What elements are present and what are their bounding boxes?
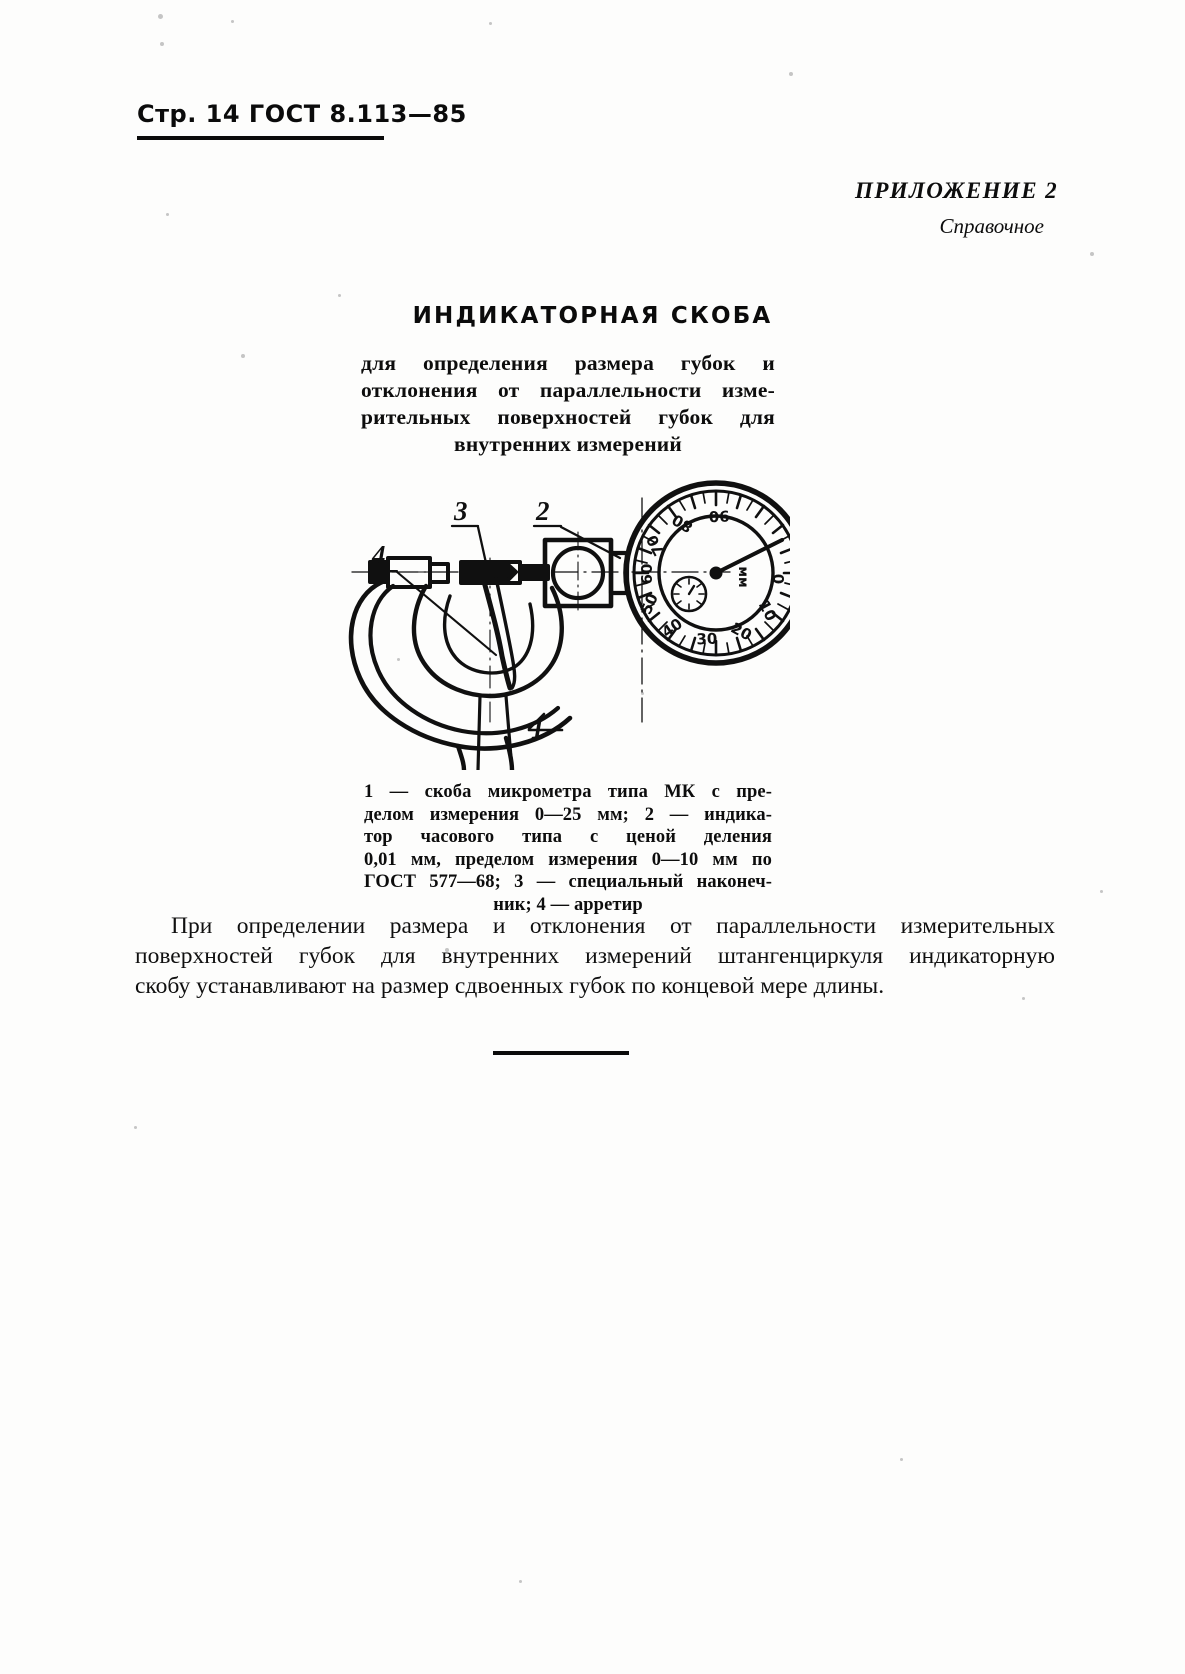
scan-speck [489,22,492,25]
scan-speck [158,14,163,19]
svg-text:0: 0 [769,573,787,585]
frame-stem-inner-left [478,696,480,770]
svg-text:10: 10 [754,597,781,625]
appendix-block [855,178,1058,239]
body-paragraph-line: поверхностей губок для внутренних измерений штангенциркуля индикаторную [135,943,1055,969]
figure-caption-line: тор часового типа с ценой деления [364,827,772,847]
revolution-counter-needle [689,586,694,594]
section-separator-rule [493,1051,629,1055]
svg-text:30: 30 [696,629,718,649]
scan-speck [519,1580,522,1583]
callout-number-3: 3 [454,496,468,526]
body-paragraph [135,911,1055,1001]
svg-text:50: 50 [636,590,662,618]
figure-subtitle-line: отклонения от параллельности изме- [361,378,775,402]
scan-speck [789,72,793,76]
figure-title: ИНДИКАТОРНАЯ СКОБА [412,303,773,329]
scan-speck [1090,252,1094,256]
running-head [137,100,467,128]
leader-line-3 [478,527,486,563]
callout-number-4: 4 [372,540,386,570]
callout-number-1: 1 [531,714,545,744]
scan-speck [166,213,169,216]
appendix-subtitle: Справочное [939,214,1044,238]
body-paragraph-line: При определении размера и отклонения от параллельности измерительных [171,913,1055,939]
body-paragraph-line: скобу устанавливают на размер сдвоенных губок по концевой мере длины. [135,973,885,999]
callout-number-2: 2 [536,496,550,526]
running-head-rule [137,136,384,140]
scan-speck [338,294,341,297]
svg-text:40: 40 [658,614,686,642]
svg-text:70: 70 [642,531,669,559]
figure-subtitle-line: для определения размера губок и [361,351,775,375]
svg-text:20: 20 [727,618,755,645]
svg-text:60: 60 [638,563,656,585]
svg-text:90: 90 [708,506,730,526]
figure-caption [364,781,772,916]
figure-caption-line: 1 — скоба микрометра типа МК с пре- [364,782,772,802]
anvil-collar [430,564,448,582]
running-head-text: Стр. 14 ГОСТ 8.113—85 [137,100,467,128]
appendix-title: ПРИЛОЖЕНИЕ 2 [855,178,1058,203]
svg-text:80: 80 [668,510,697,537]
scan-speck [134,1126,137,1129]
scan-speck [231,20,234,23]
figure-drawing-indicator-caliper [330,470,790,770]
frame-stem-left [458,746,464,770]
figure-subtitle-line: рительных поверхностей губок для [361,405,775,429]
figure-subtitle-line: внутренних измерений [454,432,682,456]
scan-speck [900,1458,903,1461]
figure-caption-line: ГОСТ 577—68; 3 — специальный наконеч- [364,872,772,892]
dial-needle-hub [711,568,722,579]
scan-speck [241,354,245,358]
figure-subtitle [361,350,775,458]
figure-caption-line: делом измерения 0—25 мм; 2 — индика- [364,804,772,825]
special-tip-3 [461,562,516,583]
figure-caption-line: 0,01 мм, пределом измерения 0—10 мм по [364,849,772,870]
figure-caption-line: ник; 4 — арретир [493,894,643,915]
dial-unit-label: мм [735,566,750,588]
scan-speck [1100,890,1103,893]
scan-speck [160,42,164,46]
